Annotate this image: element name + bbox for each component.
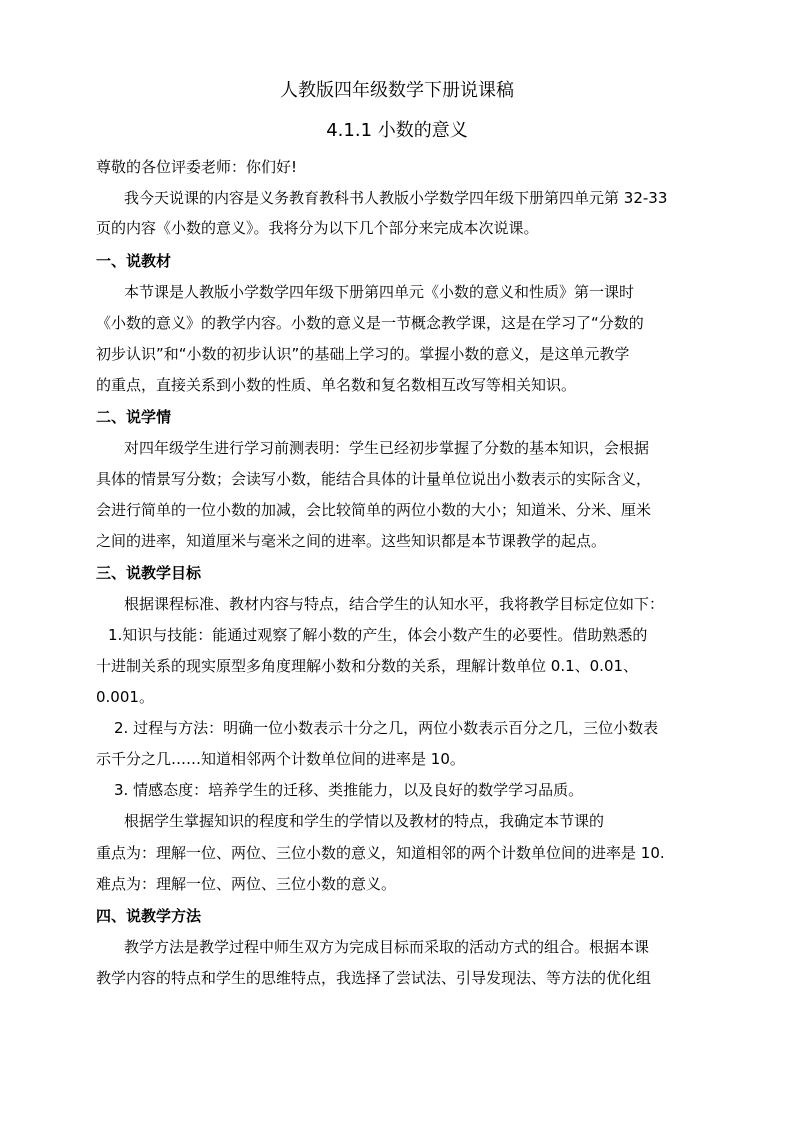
paragraph-line: 《小数的意义》的教学内容。小数的意义是一节概念教学课，这是在学习了“分数的 xyxy=(96,314,644,332)
paragraph-line: 之间的进率，知道厘米与毫米之间的进率。这些知识都是本节课教学的起点。 xyxy=(96,532,607,550)
paragraph-line: 具体的情景写分数；会读写小数，能结合具体的计量单位说出小数表示的实际含义， xyxy=(96,470,652,488)
lesson-title: 4.1.1 小数的意义 xyxy=(326,120,468,141)
difficult-point: 难点为：理解一位、两位、三位小数的意义。 xyxy=(96,875,397,893)
section-heading-methods: 四、说教学方法 xyxy=(96,907,202,925)
paragraph-line: 的重点，直接关系到小数的性质、单名数和复名数相互改写等相关知识。 xyxy=(96,376,577,394)
intro-line: 页的内容《小数的意义》。我将分为以下几个部分来完成本次说课。 xyxy=(96,219,539,237)
greeting: 尊敬的各位评委老师：你们好! xyxy=(96,158,298,176)
goal-knowledge: 十进制关系的现实原型多角度理解小数和分数的关系，理解计数单位 0.1、0.01、 xyxy=(96,657,639,675)
paragraph-line: 会进行简单的一位小数的加减，会比较简单的两位小数的大小；知道米、分米、厘米 xyxy=(96,501,652,519)
paragraph-line: 根据学生掌握知识的程度和学生的学情以及教材的特点，我确定本节课的 xyxy=(124,812,605,830)
paragraph-line: 教学内容的特点和学生的思维特点，我选择了尝试法、引导发现法、等方法的优化组 xyxy=(96,969,652,987)
section-heading-students: 二、说学情 xyxy=(96,408,172,426)
paragraph-line: 本节课是人教版小学数学四年级下册第四单元《小数的意义和性质》第一课时 xyxy=(124,283,635,301)
goal-attitude: 3. 情感态度：培养学生的迁移、类推能力，以及良好的数学学习品质。 xyxy=(114,781,584,799)
key-point: 重点为：理解一位、两位、三位小数的意义，知道相邻的两个计数单位间的进率是 10. xyxy=(96,844,665,862)
section-heading-goals: 三、说教学目标 xyxy=(96,564,202,582)
goal-knowledge: 1.知识与技能：能通过观察了解小数的产生，体会小数产生的必要性。借助熟悉的 xyxy=(108,626,648,644)
paragraph-line: 教学方法是教学过程中师生双方为完成目标而采取的活动方式的组合。根据本课 xyxy=(124,938,650,956)
section-heading-textbook: 一、说教材 xyxy=(96,252,172,270)
paragraph-line: 根据课程标准、教材内容与特点，结合学生的认知水平，我将教学目标定位如下： xyxy=(124,595,665,613)
goal-process: 2. 过程与方法：明确一位小数表示十分之几，两位小数表示百分之几，三位小数表 xyxy=(114,719,659,737)
goal-knowledge: 0.001。 xyxy=(96,688,154,706)
intro-line: 我今天说课的内容是义务教育教科书人教版小学数学四年级下册第四单元第 32-33 xyxy=(124,189,668,207)
paragraph-line: 初步认识”和“小数的初步认识”的基础上学习的。掌握小数的意义，是这单元教学 xyxy=(96,345,630,363)
goal-process: 示千分之几……知道相邻两个计数单位间的进率是 10。 xyxy=(96,750,465,768)
paragraph-line: 对四年级学生进行学习前测表明：学生已经初步掌握了分数的基本知识，会根据 xyxy=(124,439,650,457)
document-title: 人教版四年级数学下册说课稿 xyxy=(280,80,514,101)
